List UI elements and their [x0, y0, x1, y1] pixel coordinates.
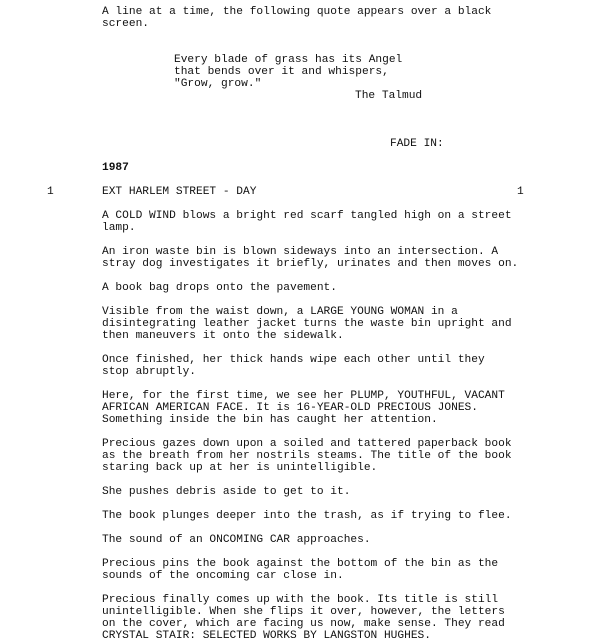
epigraph-attribution: The Talmud — [355, 90, 423, 102]
action-paragraph: Precious pins the book against the bottom of the bin as the sounds of the oncoming car close in. — [102, 558, 499, 582]
action-paragraph: Here, for the first time, we see her PLUMP, YOUTHFUL, VACANT AFRICAN AMERICAN FACE. It is 16-YEAR-OLD PRECIOUS JONES. Something inside the bin has caught her attention. — [102, 390, 505, 426]
action-paragraph: The book plunges deeper into the trash, as if trying to flee. — [102, 510, 512, 522]
scene-heading: EXT HARLEM STREET - DAY — [102, 186, 257, 198]
scene-number-right: 1 — [517, 186, 524, 198]
action-paragraph: She pushes debris aside to get to it. — [102, 486, 351, 498]
action-paragraph: Precious gazes down upon a soiled and tattered paperback book as the breath from her nostrils steams. The title of the book staring back up at her is unintelligible. — [102, 438, 512, 474]
action-paragraph: Precious finally comes up with the book. Its title is still unintelligible. When she flips it over, however, the letters on the cover, which are facing us now, make sense. They read CRYSTAL STAIR: SELECTED WORKS BY LANGSTON HUGHES. — [102, 594, 505, 642]
action-paragraph: Once finished, her thick hands wipe each other until they stop abruptly. — [102, 354, 485, 378]
action-paragraph: The sound of an ONCOMING CAR approaches. — [102, 534, 371, 546]
action-paragraph: A COLD WIND blows a bright red scarf tangled high on a street lamp. — [102, 210, 512, 234]
intro-action: A line at a time, the following quote appears over a black screen. — [102, 6, 492, 30]
epigraph-quote: Every blade of grass has its Angel that bends over it and whispers, "Grow, grow." — [174, 54, 403, 90]
action-paragraph: An iron waste bin is blown sideways into an intersection. A stray dog investigates it briefly, urinates and then moves on. — [102, 246, 519, 270]
year-heading: 1987 — [102, 162, 129, 174]
action-paragraph: Visible from the waist down, a LARGE YOUNG WOMAN in a disintegrating leather jacket turns the waste bin upright and then maneuvers it onto the sidewalk. — [102, 306, 512, 342]
action-paragraph: A book bag drops onto the pavement. — [102, 282, 337, 294]
scene-number-left: 1 — [47, 186, 54, 198]
transition-fade-in: FADE IN: — [390, 138, 444, 150]
